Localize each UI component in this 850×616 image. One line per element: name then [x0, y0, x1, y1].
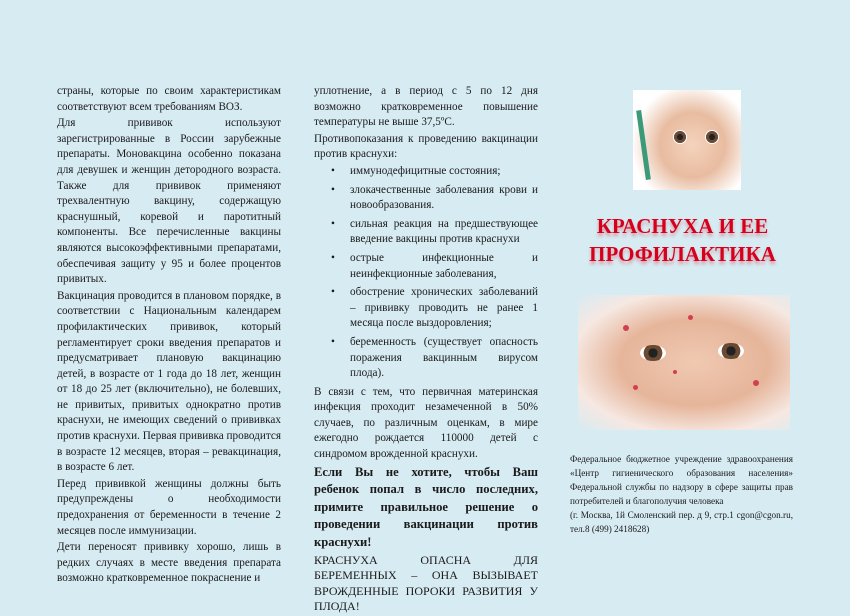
- list-item: • беременность (существует опасность поражения вакцинным вирусом плода).: [350, 335, 538, 382]
- baby-photo: [633, 90, 741, 190]
- paragraph: В связи с тем, что первичная материнская инфекция проходит незамеченной в 50% случаев, по различным оценкам, в мире ежегодно рождается 110000 детей с синдромом врожденной краснухи.: [314, 385, 538, 461]
- list-item: • обострение хронических заболеваний – прививку проводить не ранее 1 месяца после выздоровления;: [350, 285, 538, 332]
- paragraph: страны, которые по своим характеристикам соответствуют всем требованиям ВОЗ.: [57, 85, 281, 113]
- paragraph: уплотнение, а в период с 5 по 12 дня возможно кратковременное повышение температуры не выше 37,5ºС.: [314, 85, 538, 129]
- appeal-text: Если Вы не хотите, чтобы Ваш ребенок попал в число последних, примите правильное решение о проведении вакцинации против краснухи!: [314, 464, 538, 550]
- list-item: • острые инфекционные и неинфекционные заболевания,: [350, 251, 538, 282]
- paragraph: Вакцинация проводится в плановом порядке, в соответствии с Национальным календарем профилактических прививок, который регламентирует сроки введения препаратов и предусматривает плановую вакцинацию детей, в возрасте от 1 года до 18 лет, женщин от 18 до 25 лет (включительно), не болевших, не привитых, привитых однократно против краснухи, не имеющих сведений о прививках против краснухи. Первая прививка проводится в возрасте 12 месяцев, вторая – ревакцинация, в возрасте 6 лет.: [57, 289, 281, 474]
- paragraph: Перед прививкой женщины должны быть предупреждены о необходимости предохранения от беременности в течение 2 месяцев после иммунизации.: [57, 477, 281, 537]
- contact-address: (г. Москва, 1й Смоленский пер. д 9, стр.1 cgon@cgon.ru, тел.8 (499) 2418628): [570, 510, 793, 534]
- brochure-title: [580, 212, 785, 268]
- contraindications-list: [314, 164, 538, 382]
- list-item: • злокачественные заболевания крови и новообразования.: [350, 183, 538, 214]
- publisher-info: [570, 452, 793, 536]
- list-item: • иммунодефицитные состояния;: [350, 164, 538, 180]
- child-with-rash-photo: [578, 295, 790, 430]
- title-line: КРАСНУХА И ЕЕ: [596, 214, 769, 238]
- title-line: ПРОФИЛАКТИКА: [589, 242, 776, 266]
- list-item: • сильная реакция на предшествующее введение вакцины против краснухи: [350, 217, 538, 248]
- organization-name: Федеральное бюджетное учреждение здравоохранения «Центр гигиенического образования населения» Федеральной службы по надзору в сфере защиты прав потребителей и благополучия человека: [570, 454, 793, 506]
- contraindications-heading: Противопоказания к проведению вакцинации против краснухи:: [314, 132, 538, 161]
- brochure-column-1: [57, 84, 281, 588]
- paragraph: Для прививок используют зарегистрированные в России зарубежные препараты. Моновакцина особенно показана для девушек и женщин детородного возраста. Также для прививок применяют трехвалентную вакцину, содержащую краснушный, коревой и паротитный компоненты. Все перечисленные вакцины являются высокоэффективными препаратами, обеспечивая защиту у 95 и более процентов привитых.: [57, 117, 281, 286]
- warning-text: КРАСНУХА ОПАСНА ДЛЯ БЕРЕМЕННЫХ – ОНА ВЫЗЫВАЕТ ВРОЖДЕННЫЕ ПОРОКИ РАЗВИТИЯ У ПЛОДА!: [314, 552, 538, 614]
- paragraph: Дети переносят прививку хорошо, лишь в редких случаях в месте введения препарата возможно кратковременное покраснение и: [57, 541, 281, 585]
- brochure-column-2: [314, 84, 538, 616]
